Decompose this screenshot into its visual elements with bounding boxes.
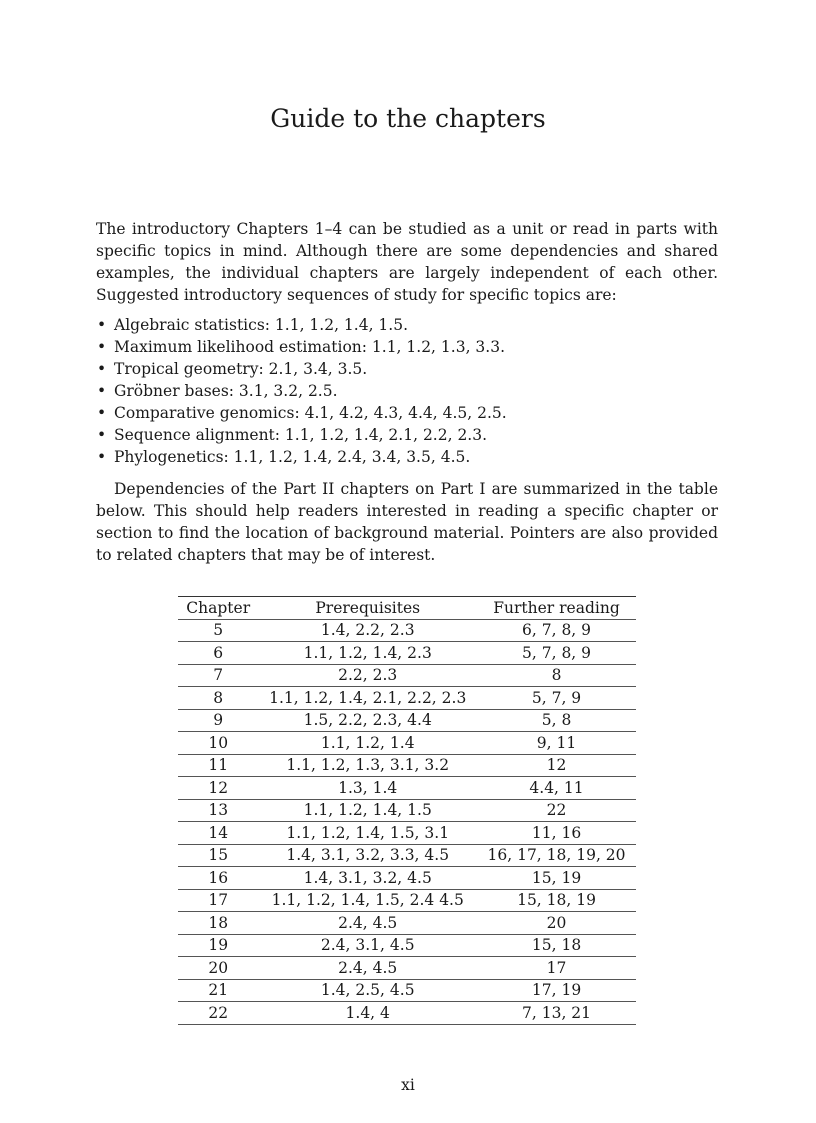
table-row: [178, 777, 636, 800]
list-item: • Algebraic statistics: 1.1, 1.2, 1.4, 1.5.: [97, 316, 409, 334]
cell-prerequisites: 2.4, 3.1, 4.5: [258, 934, 477, 957]
column-header-chapter: Chapter: [178, 597, 258, 620]
table-row: [178, 912, 636, 935]
cell-prerequisites: 1.1, 1.2, 1.3, 3.1, 3.2: [258, 754, 477, 777]
table-row: [178, 754, 636, 777]
cell-chapter: 13: [178, 799, 258, 822]
cell-chapter: 5: [178, 619, 258, 642]
cell-chapter: 22: [178, 1002, 258, 1025]
intro-paragraph: The introductory Chapters 1–4 can be studied as a unit or read in parts with specific topics in mind. Although there are some dependencies and shared examples, the individual chapters are largely independent of each other. Suggested introductory sequences of study for specific topics are:: [96, 220, 718, 304]
table-row: [178, 732, 636, 755]
list-item: • Maximum likelihood estimation: 1.1, 1.2, 1.3, 3.3.: [97, 338, 505, 356]
cell-chapter: 9: [178, 709, 258, 732]
cell-chapter: 19: [178, 934, 258, 957]
cell-prerequisites: 1.4, 2.5, 4.5: [258, 979, 477, 1002]
table-row: [178, 867, 636, 890]
table-row: [178, 619, 636, 642]
bullet-icon: •: [97, 426, 107, 444]
cell-prerequisites: 1.4, 3.1, 3.2, 4.5: [258, 867, 477, 890]
bullet-icon: •: [97, 382, 107, 400]
cell-prerequisites: 1.1, 1.2, 1.4, 2.1, 2.2, 2.3: [258, 687, 477, 710]
cell-further-reading: 8: [477, 664, 636, 687]
cell-prerequisites: 1.4, 4: [258, 1002, 477, 1025]
cell-further-reading: 15, 18: [477, 934, 636, 957]
cell-further-reading: 5, 8: [477, 709, 636, 732]
table-row: [178, 664, 636, 687]
cell-chapter: 6: [178, 642, 258, 665]
dependencies-paragraph: Dependencies of the Part II chapters on Part I are summarized in the table below. This should help readers interested in reading a specific chapter or section to find the location of background material. Pointers are also provided to related chapters that may be of interest.: [96, 480, 718, 564]
cell-chapter: 8: [178, 687, 258, 710]
list-item: • Comparative genomics: 4.1, 4.2, 4.3, 4.4, 4.5, 2.5.: [97, 404, 507, 422]
bullet-icon: •: [97, 338, 107, 356]
cell-chapter: 12: [178, 777, 258, 800]
list-item: • Phylogenetics: 1.1, 1.2, 1.4, 2.4, 3.4, 3.5, 4.5.: [97, 448, 471, 466]
cell-further-reading: 7, 13, 21: [477, 1002, 636, 1025]
cell-prerequisites: 1.1, 1.2, 1.4: [258, 732, 477, 755]
chapter-dependency-table: [178, 596, 636, 1025]
cell-chapter: 14: [178, 822, 258, 845]
page-title: Guide to the chapters: [270, 104, 546, 133]
cell-further-reading: 17, 19: [477, 979, 636, 1002]
cell-prerequisites: 1.1, 1.2, 1.4, 2.3: [258, 642, 477, 665]
cell-further-reading: 5, 7, 9: [477, 687, 636, 710]
bullet-icon: •: [97, 360, 107, 378]
cell-further-reading: 20: [477, 912, 636, 935]
page-number: xi: [401, 1076, 415, 1094]
table-row: [178, 822, 636, 845]
cell-further-reading: 9, 11: [477, 732, 636, 755]
cell-further-reading: 12: [477, 754, 636, 777]
cell-further-reading: 16, 17, 18, 19, 20: [477, 844, 636, 867]
cell-prerequisites: 1.3, 1.4: [258, 777, 477, 800]
list-item: • Gröbner bases: 3.1, 3.2, 2.5.: [97, 382, 338, 400]
cell-further-reading: 22: [477, 799, 636, 822]
cell-chapter: 16: [178, 867, 258, 890]
cell-prerequisites: 1.1, 1.2, 1.4, 1.5: [258, 799, 477, 822]
table-row: [178, 709, 636, 732]
table-row: [178, 687, 636, 710]
cell-chapter: 17: [178, 889, 258, 912]
cell-further-reading: 17: [477, 957, 636, 980]
cell-further-reading: 4.4, 11: [477, 777, 636, 800]
table-row: [178, 889, 636, 912]
table-body: [178, 619, 636, 1024]
table-row: [178, 1002, 636, 1025]
cell-chapter: 15: [178, 844, 258, 867]
table-row: [178, 934, 636, 957]
cell-prerequisites: 2.4, 4.5: [258, 912, 477, 935]
topic-list: [96, 314, 718, 468]
cell-chapter: 21: [178, 979, 258, 1002]
table-row: [178, 957, 636, 980]
column-header-further-reading: Further reading: [477, 597, 636, 620]
table-header-row: [178, 597, 636, 620]
table-row: [178, 642, 636, 665]
cell-prerequisites: 2.4, 4.5: [258, 957, 477, 980]
cell-prerequisites: 1.4, 2.2, 2.3: [258, 619, 477, 642]
cell-chapter: 7: [178, 664, 258, 687]
bullet-icon: •: [97, 316, 107, 334]
bullet-icon: •: [97, 448, 107, 466]
cell-further-reading: 6, 7, 8, 9: [477, 619, 636, 642]
cell-further-reading: 11, 16: [477, 822, 636, 845]
column-header-prerequisites: Prerequisites: [258, 597, 477, 620]
cell-chapter: 11: [178, 754, 258, 777]
cell-chapter: 20: [178, 957, 258, 980]
cell-chapter: 10: [178, 732, 258, 755]
table-row: [178, 799, 636, 822]
bullet-icon: •: [97, 404, 107, 422]
cell-further-reading: 5, 7, 8, 9: [477, 642, 636, 665]
cell-further-reading: 15, 18, 19: [477, 889, 636, 912]
cell-prerequisites: 1.4, 3.1, 3.2, 3.3, 4.5: [258, 844, 477, 867]
cell-prerequisites: 2.2, 2.3: [258, 664, 477, 687]
table-row: [178, 979, 636, 1002]
cell-further-reading: 15, 19: [477, 867, 636, 890]
table-row: [178, 844, 636, 867]
list-item: • Sequence alignment: 1.1, 1.2, 1.4, 2.1, 2.2, 2.3.: [97, 426, 488, 444]
list-item: • Tropical geometry: 2.1, 3.4, 3.5.: [97, 360, 368, 378]
cell-prerequisites: 1.5, 2.2, 2.3, 4.4: [258, 709, 477, 732]
cell-chapter: 18: [178, 912, 258, 935]
cell-prerequisites: 1.1, 1.2, 1.4, 1.5, 2.4 4.5: [258, 889, 477, 912]
cell-prerequisites: 1.1, 1.2, 1.4, 1.5, 3.1: [258, 822, 477, 845]
